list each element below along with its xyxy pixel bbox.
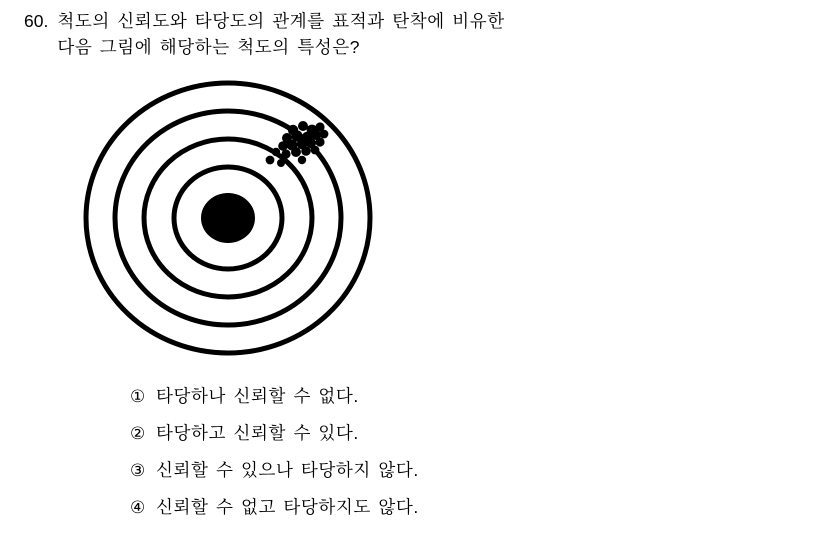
shot-cluster xyxy=(266,121,329,167)
choice-option-3[interactable] xyxy=(130,452,790,489)
choice-label: 타당하나 신뢰할 수 없다. xyxy=(156,386,359,406)
question-block xyxy=(24,8,804,60)
question-number: 60. xyxy=(24,11,49,31)
choice-label: 신뢰할 수 없고 타당하지도 않다. xyxy=(156,497,419,517)
choice-marker: ④ xyxy=(130,498,146,517)
target-figure xyxy=(80,78,390,363)
choice-label: 타당하고 신뢰할 수 있다. xyxy=(156,423,359,443)
choice-marker: ② xyxy=(130,424,146,443)
choice-option-1[interactable] xyxy=(130,378,790,415)
target-with-shot-cluster-icon xyxy=(80,78,390,363)
question-line-1: 척도의 신뢰도와 타당도의 관계를 표적과 탄착에 비유한 xyxy=(57,11,505,31)
choice-label: 신뢰할 수 있으나 타당하지 않다. xyxy=(156,460,419,480)
choice-option-4[interactable] xyxy=(130,489,790,526)
question-text xyxy=(57,8,504,60)
choice-marker: ③ xyxy=(130,461,146,480)
choice-option-2[interactable] xyxy=(130,415,790,452)
choice-list xyxy=(130,378,790,526)
choice-marker: ① xyxy=(130,387,146,406)
question-line-2: 다음 그림에 해당하는 척도의 특성은? xyxy=(57,37,361,57)
